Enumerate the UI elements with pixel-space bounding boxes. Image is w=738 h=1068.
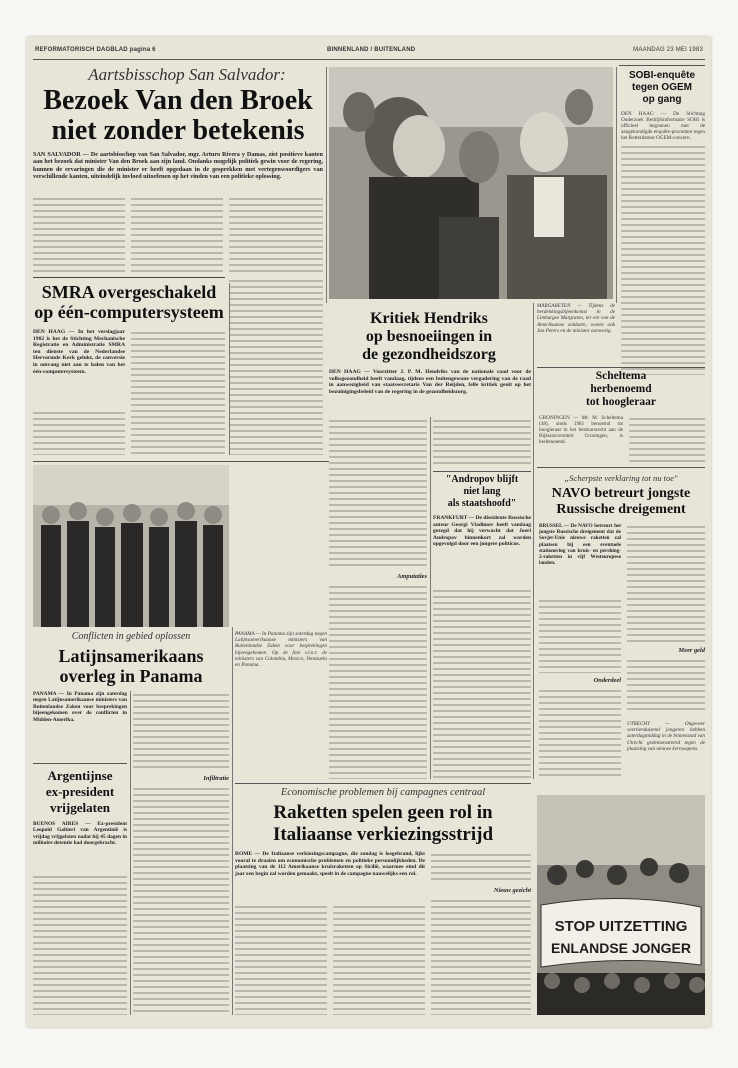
smra-body-col-1 [33, 409, 125, 455]
raketten-body-col-2 [333, 903, 425, 1015]
section-title: BINNENLAND / BUITENLAND [327, 47, 416, 53]
issue-date: MAANDAG 23 MEI 1983 [633, 47, 703, 53]
navo-subhead-onderdeel: Onderdeel [593, 677, 621, 684]
raketten-lead: ROME — De Italiaanse verkiezingscampagne, die zondag is losgebrand, lijkt vooral te draaien om economische problemen en politieke persoonlijkheden. De plaatsing van de 112 Amerikaanse kruisraketten op Sicilië, waarmee eind dit jaar een begin zal worden gemaakt, speelt in de campagne nauwelijks een rol. [235, 851, 425, 877]
panama-body-col-2 [133, 691, 229, 771]
hendriks-photo [329, 67, 613, 299]
smra-headline-2: op één-computersysteem [34, 302, 224, 322]
scheltema-body [629, 415, 705, 465]
salvador-body-col-1 [33, 195, 125, 275]
panama-photo-caption: PANAMA — In Panama zijn zaterdag negen Latijnsamerikaanse ministers van Buitenlandse Zaken voor besprekingen bijeengekomen. Op de foto v.l.n.r. de ministers van Colombia, Mexico, Venezuela en Panama. [235, 631, 327, 669]
page-number: 6 [152, 47, 156, 53]
panama-kicker: Conflicten in gebied oplossen [71, 631, 191, 642]
andropov-headline-3: als staatshoofd" [447, 498, 517, 509]
hendriks-subhead-amputaties: Amputaties [397, 573, 427, 580]
hendriks-body-col-1 [329, 417, 427, 569]
raketten-headline-1: Raketten spelen geen rol in [273, 802, 493, 823]
salvador-body-columns [33, 195, 323, 275]
panama-body-col-2b [133, 785, 229, 1015]
navo-headline-2: Russische dreigement [556, 502, 686, 517]
navo-photo-caption: UTRECHT — Ongeveer veertienduizend jongeren hebben zaterdagmiddag in de binnenstad van Utrecht gedemonstreerd tegen de plaatsing van nieuwe kernwapens. [627, 721, 705, 752]
banner-text-1: STOP UITZETTING [554, 918, 688, 935]
navo-body-col-1b [539, 687, 621, 779]
column-rule-1 [326, 67, 327, 303]
column-rule-7 [430, 417, 431, 779]
hendriks-lead: DEN HAAG — Voorzitter J. P. M. Hendriks van de nationale raad voor de volksgezondheid heeft vandaag, tijdens een buitengewone vergadering van de raad in aanwezigheid van staatssecretaris Van der Reijden, felle kritiek geuit op het bezuinigingsbeleid van de regering in de gezondheidszorg. [329, 369, 531, 395]
panama-subhead-infiltratie: Infiltratie [203, 775, 229, 782]
smra-body-col-2 [131, 329, 225, 455]
salvador-body-continued [229, 277, 323, 455]
hendriks-body-col-1b [329, 583, 427, 779]
raketten-subhead-nieuw-gezicht: Nieuw gezicht [493, 887, 531, 894]
smra-headline-1: SMRA overgeschakeld [41, 282, 217, 302]
panama-headline-2: overleg in Panama [59, 666, 203, 686]
panama-photo [33, 465, 229, 627]
sobi-headline-2: tegen OGEM [631, 82, 692, 93]
sobi-lead: DEN HAAG — De Stichting Onderzoek Bedrijfsinformatie SOBI is officieel begonnen met de aangekondigde enquête-procedure tegen het Rotterdamse OGEM-concern. [621, 111, 705, 142]
banner-text-2: ENLANDSE JONGER [550, 940, 692, 956]
demonstration-photo-image [537, 795, 705, 1015]
hendriks-headline-2: op besnoeiingen in [365, 328, 493, 345]
navo-lead: BRUSSEL — De NAVO betreurt het jongste Russische dreigement dat de Sovjet-Unie nieuwe raketten zal plaatsen bij een eventuele stationering van kruis- en pershing-2-raketten in vijf Westeuropese landen. [539, 523, 621, 567]
argentina-lead: BUENOS AIRES — Ex-president Leopold Galtieri van Argentinië is vrijdag vrijgelaten nadat hij 45 dagen in militaire detentie had doorgebracht. [33, 821, 127, 847]
navo-kicker: „Scherpste verklaring tot nu toe" [564, 473, 678, 483]
sobi-top-rule [619, 65, 705, 66]
argentina-body [33, 873, 127, 1015]
salvador-lead: SAN SALVADOR — De aartsbisschop van San Salvador, mgr. Arturo Rivera y Damas, ziet positieve kanten aan het bezoek dat minister Van den Broek aan zijn land. Ondanks mogelijk politiek gewin voor de regering, kunnen de ervaringen die de minister er heeft opgedaan in de gesprekken met vertegenwoordigers van verschillende kanten, uiteindelijk invloed uitoefenen op het vinden van een politieke oplossing. [33, 151, 323, 180]
andropov-top-rule [433, 471, 531, 472]
panama-headline-1: Latijnsamerikaans [58, 646, 204, 666]
column-rule-4 [616, 67, 617, 303]
raketten-body-col-3b [431, 897, 531, 1015]
salvador-headline-2: niet zonder betekenis [51, 115, 305, 146]
raketten-top-rule [235, 783, 531, 784]
raketten-body-col-1 [235, 903, 327, 1015]
navo-headline-1: NAVO betreurt jongste [551, 486, 691, 501]
hendriks-photo-caption: MARGARETEN — Tijdens de herdenkingsbijeenkomst in de Limburgse Margraten, ter ere van de Amerikaanse soldaten, waren ook Jan Peters en de minister aanwezig. [537, 303, 615, 334]
panama-lead: PANAMA — In Panama zijn zaterdag negen Latijnsamerikaanse ministers van Buitenlandse Zaken voor besprekingen bijeengekomen over de conflicten in Midden-Amerika. [33, 691, 127, 723]
navo-subhead-meer-geld: Meer geld [678, 647, 705, 654]
column-rule-3 [533, 303, 534, 779]
mid-rule [33, 461, 329, 462]
hendriks-headline-1: Kritiek Hendriks [370, 310, 488, 327]
navo-top-rule [537, 467, 705, 468]
scheltema-lead: GRONINGEN — Mr. M. Scheltema (48), sinds 1981 benoemd tot hoogleraar in het bestuursrecht aan de Rijksuniversiteit Groningen, is herbenoemd. [539, 415, 623, 446]
smra-lead: DEN HAAG — In het verslagjaar 1982 is het de Stichting Mechanische Registratie en Administratie SMRA ten dienste van de Nederlandse Hervormde Kerk gelukt, de conversie in omvang niet aan te halen van het één-computersysteem. [33, 329, 125, 375]
hendriks-headline-3: de gezondheidszorg [362, 346, 496, 363]
column-rule-5 [130, 691, 131, 1015]
scheltema-headline-1: Scheltema [595, 370, 647, 382]
andropov-lead: FRANKFURT — De dissidente Russische auteur Georgi Vladimov heeft vandaag gezegd dat hij verwacht dat Joeri Andropov binnenkort zal worden opgevolgd door een jongere politicus. [433, 515, 531, 547]
hendriks-body-col-2 [433, 417, 531, 467]
navo-body-col-2b [627, 657, 705, 713]
running-header-left [35, 47, 156, 53]
raketten-kicker: Economische problemen bij campagnes centraal [280, 787, 486, 798]
andropov-headline-1: "Andropov blijft [445, 474, 519, 485]
column-rule-2 [229, 283, 230, 455]
salvador-kicker: Aartsbisschop San Salvador: [88, 65, 286, 84]
sobi-body [621, 143, 705, 375]
salvador-rule [33, 277, 225, 278]
scheltema-headline-3: tot hoogleraar [586, 396, 656, 408]
sobi-headline-1: SOBI-enquête [628, 70, 696, 81]
navo-body-col-1 [539, 597, 621, 673]
andropov-headline-2: niet lang [463, 486, 501, 497]
hendriks-photo-image [329, 67, 613, 299]
raketten-headline-2: Italiaanse verkiezingsstrijd [272, 824, 494, 845]
salvador-headline-1: Bezoek Van den Broek [43, 85, 313, 116]
paper-name: REFORMATORISCH DAGBLAD pagina [35, 47, 151, 53]
salvador-body-col-2 [131, 195, 223, 275]
navo-body-col-2 [627, 523, 705, 643]
demonstration-photo [537, 795, 705, 1015]
scheltema-top-rule [537, 367, 705, 368]
salvador-body-col-3 [229, 195, 323, 275]
argentina-headline-2: ex-president [45, 784, 115, 799]
newspaper-page [27, 37, 711, 1027]
argentina-headline-3: vrijgelaten [50, 800, 110, 815]
column-rule-6 [232, 627, 233, 1015]
raketten-body-col-3 [431, 851, 531, 883]
header-rule [33, 59, 705, 60]
argentina-top-rule [33, 763, 127, 764]
scheltema-headline-2: herbenoemd [590, 383, 652, 395]
sobi-headline-3: op gang [642, 94, 682, 105]
argentina-headline-1: Argentijnse [47, 768, 113, 783]
andropov-body [433, 587, 531, 779]
panama-photo-image [33, 465, 229, 627]
